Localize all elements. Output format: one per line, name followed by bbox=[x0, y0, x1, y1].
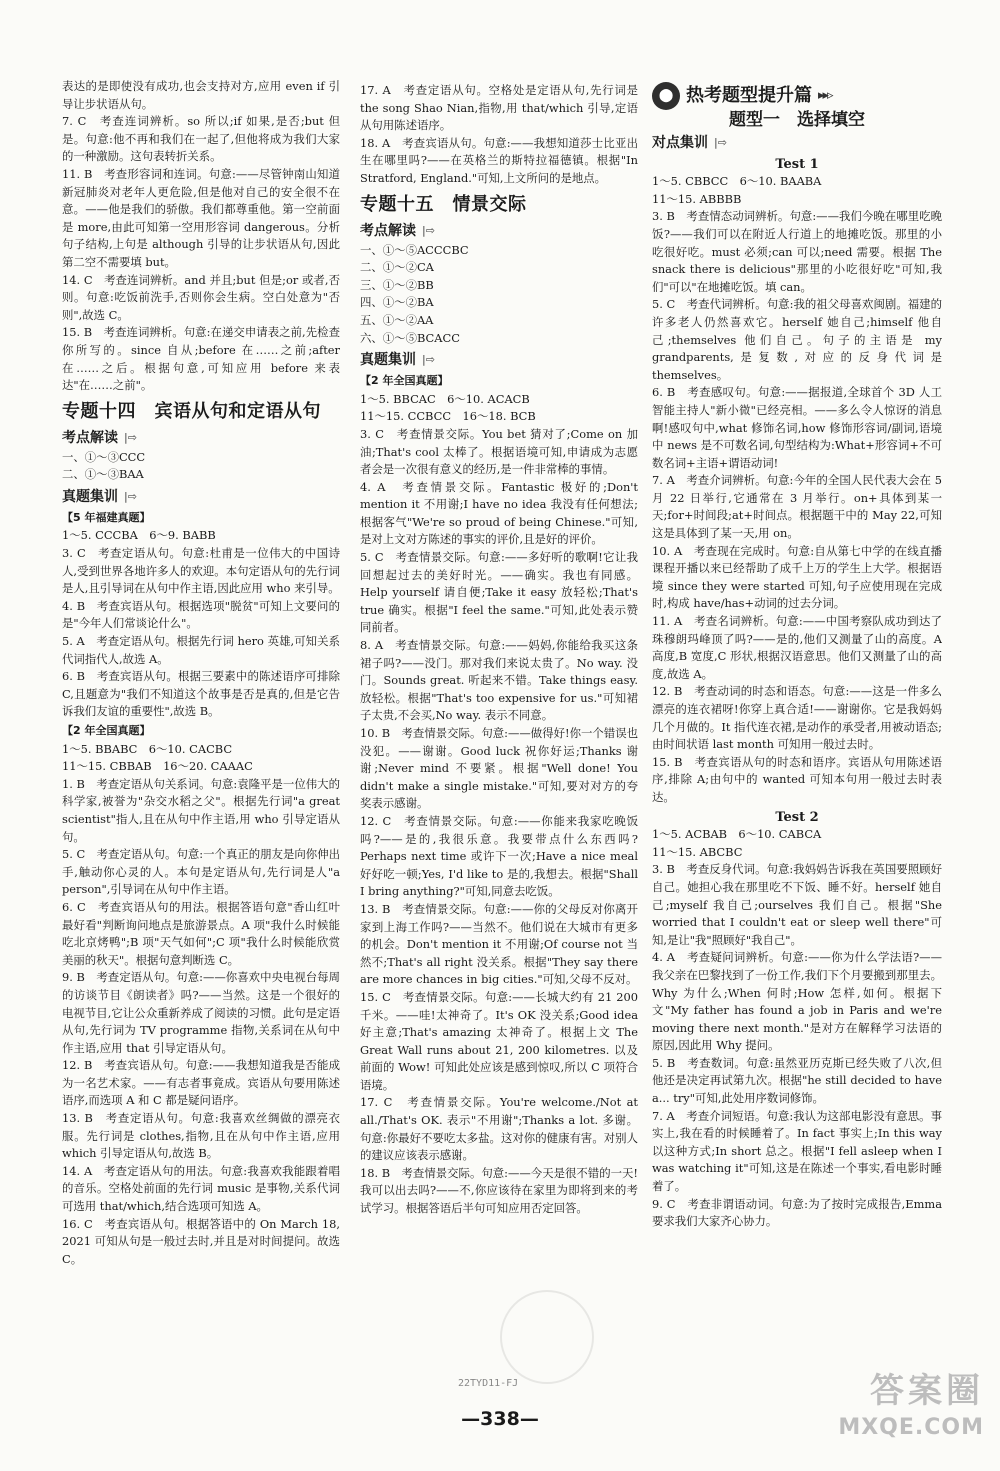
answer-explanation: 5. B 考查数词。句意:虽然亚历克斯已经失败了八次,但他还是决定再试第九次。根据"he still decided to have a... try"可知,此处用序数词修饰。 bbox=[652, 1055, 942, 1106]
answer-explanation: 15. B 考查宾语从句的时态和语序。宾语从句用陈述语序,排除 A;由句中的 wanted 可知本句用一般过去时表达。 bbox=[652, 754, 942, 804]
section-subheading bbox=[360, 220, 638, 242]
answer-explanation: 9. C 考查非谓语动词。句意:为了按时完成报告,Emma 要求我们大家齐心协力。 bbox=[652, 1196, 942, 1229]
page-number: —338— bbox=[461, 1408, 539, 1430]
answer-explanation: 3. C 考查情景交际。You bet 猜对了;Come on 加油;That's cool 太棒了。根据语境可知,申请成为志愿者会是一次很有意义的经历,是一件非常棒的事情。 bbox=[360, 426, 638, 477]
answer-explanation: 12. B 考查宾语从句。句意:——我想知道我是否能成为一名艺术家。——有志者事竟成。宾语从句要用陈述语序,而选项 A 和 C 都是疑问语序。 bbox=[62, 1058, 340, 1108]
column-left bbox=[62, 78, 340, 1361]
answer-explanation: 15. C 考查情景交际。句意:——长城大约有 21 200 千米。——哇!太神奇了。It's OK 没关系;Good idea 好主意;That's amazing 太神奇了。根据上文 The Great Wall runs about 21, 200 kilometres. 以及前面的 Wow! 可知此处应该是感到惊叹,所以 C 项符合语境。 bbox=[360, 989, 638, 1092]
answer-explanation: 3. B 考查情态动词辨析。句意:——我们今晚在哪里吃晚饭?——我们可以在附近人行道上的地摊吃饭。那里的小吃很好吃。must 必须;can 可以;need 需要。根据 The snack there is delicious"那里的小吃很好吃"可知,我们"可以"在地摊吃饭。填 can。 bbox=[652, 209, 942, 294]
test-heading: Test 1 bbox=[775, 156, 819, 172]
subheading-label: 真题集训 bbox=[62, 488, 118, 505]
answer-explanation: 6. B 考查宾语从句。根据三要素中的陈述语序可排除 C,且题意为"我们不知道这个故事是否是真的,但是它告诉我们友谊的重要性",故选 B。 bbox=[62, 669, 340, 719]
answer-explanation: 13. B 考查情景交际。句意:——你的父母反对你离开家到上海工作吗?——当然不。他们说在大城市有更多的机会。Don't mention it 不用谢;Of course not 当然不;That's all right 没关系。根据"They say there are more chances in big cities."可知,父母不反对。 bbox=[360, 901, 638, 987]
answer-key-line: 四、①～②BA bbox=[360, 295, 434, 310]
watermark-logo bbox=[794, 1367, 984, 1459]
column-middle bbox=[360, 82, 638, 1361]
answer-explanation: 4. A 考查情景交际。Fantastic 极好的;Don't mention it 不用谢;I have no idea 我没有任何想法;根据客气"We're so proud of being Chinese."可知,是对上文对方陈述的事实的评价,且是好的评价。 bbox=[360, 479, 638, 547]
answer-explanation: 1. B 考查定语从句关系词。句意:袁隆平是一位伟大的科学家,被誉为"杂交水稻之父"。根据先行词"a great scientist"指人,且在从句中作主语,用 who 引导定语从句。 bbox=[62, 776, 340, 844]
answer-key-line: 二、①～②CA bbox=[360, 260, 434, 275]
answer-explanation: 8. A 考查情景交际。句意:——妈妈,你能给我买这条裙子吗?——没门。那对我们来说太贵了。No way. 没门。Sounds great. 听起来不错。Take things easy. 放轻松。根据"That's too expensive for us."可知裙子太贵,不会买,No way. 表示不同意。 bbox=[360, 638, 638, 723]
column-right bbox=[652, 82, 942, 1361]
answer-key-line: 一、①～⑤ACCCBC bbox=[360, 242, 469, 257]
answer-key-line: 三、①～②BB bbox=[360, 277, 434, 292]
answer-explanation: 14. C 考查连词辨析。and 并且;but 但是;or 或者,否则。句意:吃饭前洗手,否则你会生病。空白处意为"否则",故选 C。 bbox=[62, 272, 340, 322]
answer-explanation: 17. C 考查情景交际。You're welcome./Not at all./That's OK. 表示"不用谢";Thanks a lot. 多谢。句意:你最好不要吃太多盐。这对你的健康有害。对别人的建议应该表示感谢。 bbox=[360, 1095, 638, 1163]
subheading-label: 真题集训 bbox=[360, 352, 416, 369]
answer-explanation: 4. B 考查宾语从句。根据选项"脱贫"可知上文要问的是"今年人们常谈论什么"。 bbox=[62, 598, 340, 631]
answer-key-line: 11～15. ABBBB bbox=[652, 191, 742, 206]
section-subheading bbox=[360, 349, 638, 371]
answer-explanation: 10. B 考查情景交际。句意:——做得好!你一个错误也没犯。——谢谢。Good luck 祝你好运;Thanks 谢谢;Never mind 不要紧。根据"Well done! You didn't make a single mistake."可知,要对对方的夸奖表示感谢。 bbox=[360, 726, 638, 811]
answer-key-line: 二、①～③BAA bbox=[62, 467, 144, 482]
arrow-marker-icon: |⇨ bbox=[124, 489, 137, 503]
answer-explanation: 13. B 考查定语从句。句意:我喜欢丝绸做的漂亮衣服。先行词是 clothes,指物,且在从句中作主语,应用 which 引导定语从句,故选 B。 bbox=[62, 1111, 340, 1161]
source-label: 【2 年全国真题】 bbox=[360, 374, 449, 388]
arrow-marker-icon: |⇨ bbox=[714, 135, 727, 149]
question-type-heading: 题型一 选择填空 bbox=[729, 110, 865, 130]
faint-stamp bbox=[500, 1290, 594, 1384]
source-label: 【2 年全国真题】 bbox=[62, 724, 151, 737]
subheading-label: 考点解读 bbox=[62, 429, 118, 446]
answer-explanation: 10. A 考查现在完成时。句意:自从第七中学的在线直播课程开播以来已经帮助了成千上万的学生上大学。根据语境 since they were started 可知,句子应使用现在完成时,构成 have/has+动词的过去分词。 bbox=[652, 543, 942, 611]
answer-key-line: 1～5. ACBAB 6～10. CABCA bbox=[652, 827, 822, 842]
answer-key-line: 11～15. CCBCC 16～18. BCB bbox=[360, 409, 536, 424]
section-subheading bbox=[652, 132, 942, 154]
answer-explanation: 5. C 考查情景交际。句意:——多好听的歌啊!它让我回想起过去的美好时光。——确实。我也有同感。Help yourself 请自便;Take it easy 放轻松;That's true 确实。根据"I feel the same."可知,此处表示赞同前者。 bbox=[360, 550, 638, 635]
arrow-marker-icon: |⇨ bbox=[422, 353, 435, 367]
watermark-text-bottom: MXQE.COM bbox=[838, 1415, 984, 1440]
answer-explanation: 7. A 考查介词短语。句意:我认为这部电影没有意思。事实上,我在看的时候睡着了。In fact 事实上;In this way 以这种方式;In short 总之。根据"I fell asleep when I was watching it"可知,这是在陈述一个事实,看电影时睡着了。 bbox=[652, 1108, 942, 1194]
answer-key-line: 六、①～⑤BCACC bbox=[360, 330, 460, 345]
arrow-marker-icon: |⇨ bbox=[422, 223, 435, 237]
section-subheading bbox=[62, 427, 340, 449]
answer-explanation: 4. A 考查疑问词辨析。句意:——你为什么学法语?——我父亲在巴黎找到了一份工作,我们下个月要搬到那里去。Why 为什么;When 何时;How 怎样,如何。根据下文"My father has found a job in Paris and we're moving there next month."是对方在解释学习法语的原因,因此用 Why 提问。 bbox=[652, 950, 942, 1053]
section-banner bbox=[652, 82, 942, 110]
answer-key-line: 1～5. CBBCC 6～10. BAABA bbox=[652, 174, 822, 189]
arrow-marker-icon: |⇨ bbox=[124, 430, 137, 444]
answer-explanation: 18. A 考查宾语从句。句意:——我想知道莎士比亚出生在哪里吗?——在英格兰的斯特拉福德镇。根据"In Stratford, England."可知,上文所问的是地点。 bbox=[360, 135, 638, 185]
topic-heading: 专题十五 情景交际 bbox=[360, 193, 527, 215]
answer-explanation: 14. A 考查定语从句的用法。句意:我喜欢我能跟着唱的音乐。空格处前面的先行词 music 是事物,关系代词可选用 that/which,结合选项可知选 A。 bbox=[62, 1163, 340, 1214]
answer-explanation: 16. C 考查宾语从句。根据答语中的 On March 18, 2021 可知从句是一般过去时,并且是对时间提问。故选 C。 bbox=[62, 1216, 340, 1266]
answer-key-line: 一、①～③CCC bbox=[62, 449, 146, 464]
answer-explanation: 6. C 考查宾语从句的用法。根据答语句意"香山红叶最好看"判断询问地点是旅游景点。A 项"我什么时候能吃北京烤鸭";B 项"天气如何";C 项"我什么时候能欣赏美丽的秋天"。根据句意判断选 C。 bbox=[62, 899, 340, 967]
answer-explanation: 5. C 考查定语从句。句意:一个真正的朋友是向你伸出手,触动你心灵的人。本句是定语从句,先行词是人"a person",引导词在从句中作主语。 bbox=[62, 847, 340, 897]
source-label: 【5 年福建真题】 bbox=[62, 510, 151, 524]
banner-title: 热考题型提升篇 bbox=[686, 85, 812, 106]
answer-explanation: 6. B 考查感叹句。句意:——据报道,全球首个 3D 人工智能主持人"新小微"已经亮相。——多么令人惊讶的消息啊!感叹句中,what 修饰名词,how 修饰形容词/副词,语境中 news 是不可数名词,句型结构为:What+形容词+不可数名词+主语+谓语动词! bbox=[652, 385, 942, 470]
answer-explanation: 12. C 考查情景交际。句意:——你能来我家吃晚饭吗?——是的,我很乐意。我要带点什么东西吗?Perhaps next time 或许下一次;Have a nice meal 好好吃一顿;Yes, I'd like to 是的,我想去。根据"Shall I bring anything?"可知,同意去吃饭。 bbox=[360, 813, 638, 899]
answer-key-line: 11～15. ABCBC bbox=[652, 844, 743, 859]
triple-arrow-icon: ▸▸▹ bbox=[818, 88, 832, 103]
answer-explanation: 3. C 考查定语从句。句意:杜甫是一位伟大的中国诗人,受到世界各地许多人的欢迎。本句定语从句的先行词是人,且引导词在从句中作主语,因此应用 who 来引导。 bbox=[62, 546, 340, 596]
answer-explanation: 5. C 考查代词辨析。句意:我的祖父母喜欢闽剧。福建的许多老人仍然喜欢它。herself 她自己;himself 他自己;themselves 他们自己。句子的主语是 my grandparents,是复数,对应的反身代词是 themselves。 bbox=[652, 297, 942, 382]
answer-explanation: 5. A 考查定语从句。根据先行词 hero 英雄,可知关系代词指代人,故选 A。 bbox=[62, 634, 340, 666]
answer-key-line: 1～5. BBABC 6～10. CACBC bbox=[62, 741, 233, 756]
answer-explanation: 7. C 考查连词辨析。so 所以;if 如果,是否;but 但是。句意:他不再和我们在一起了,但他将成为我们大家的一种激励。这句表转折关系。 bbox=[62, 114, 340, 164]
answer-explanation: 9. B 考查定语从句。句意:——你喜欢中央电视台每周的访谈节目《朗读者》吗?——当然。这是一个很好的电视节目,它让公众重新养成了阅读的习惯。此句是定语从句,先行词为 TV programme 指物,关系词在从句中作主语,应用 that 引导定语从句。 bbox=[62, 970, 340, 1055]
answer-explanation: 18. B 考查情景交际。句意:——今天是很不错的一天!我可以出去吗?——不,你应该待在家里为即将到来的考试学习。根据答语后半句可知应用否定回答。 bbox=[360, 1165, 638, 1216]
answer-key-line: 五、①～②AA bbox=[360, 312, 434, 327]
test-heading: Test 2 bbox=[775, 809, 819, 825]
answer-explanation: 17. A 考查定语从句。空格处是定语从句,先行词是 the song Shao Nian,指物,用 that/which 引导,定语从句用陈述语序。 bbox=[360, 83, 638, 133]
print-code: 22TYD11-FJ bbox=[458, 1378, 519, 1389]
answer-key-line: 1～5. CCCBA 6～9. BABB bbox=[62, 528, 216, 543]
topic-heading: 专题十四 宾语从句和定语从句 bbox=[62, 400, 321, 422]
answer-explanation: 11. A 考查名词辨析。句意:——中国考察队成功到达了珠穆朗玛峰顶了吗?——是的,他们又测量了山的高度。A 高度,B 宽度,C 形状,根据汉语意思。他们又测量了山的高度,故选 A。 bbox=[652, 614, 942, 681]
section-subheading bbox=[62, 486, 340, 508]
answer-explanation: 12. B 考查动词的时态和语态。句意:——这是一件多么漂亮的连衣裙呀!你穿上真合适!——谢谢你。它是我妈妈几个月做的。It 指代连衣裙,是动作的承受者,用被动语态;由时间状语 last month 可知用一般过去时。 bbox=[652, 684, 942, 752]
answer-explanation: 15. B 考查连词辨析。句意:在递交申请表之前,先检查你所写的。since 自从;before 在……之前;after 在……之后。根据句意,可知应用 before 来表达"在……之前"。 bbox=[62, 325, 340, 393]
subheading-label: 考点解读 bbox=[360, 222, 416, 239]
answer-key-line: 11～15. CBBAB 16～20. CAAAC bbox=[62, 759, 253, 774]
answer-explanation: 3. B 考查反身代词。句意:我妈妈告诉我在英国要照顾好自己。她担心我在那里吃不下饭、睡不好。herself 她自己;myself 我自己;ourselves 我们自己。根据"She worried that I couldn't eat or sleep well there"可知,是让"我"照顾好"我自己"。 bbox=[652, 862, 942, 947]
answer-explanation: 表达的是即使没有成功,也会支持对方,应用 even if 引导让步状语从句。 bbox=[62, 79, 340, 111]
watermark-text-top: 答案圈 bbox=[870, 1371, 984, 1411]
answer-explanation: 11. B 考查形容词和连词。句意:——尽管钟南山知道新冠肺炎对老年人更危险,但是他对自己的安全很不在意。——他是我们的骄傲。我们都尊重他。第一空前面是 more,由此可知第一空用形容词 dangerous。分析句子结构,上句是 although 引导的让步状语从句,因此第二空不需要填 but。 bbox=[62, 166, 340, 269]
subheading-label: 对点集训 bbox=[652, 134, 708, 151]
answer-key-line: 1～5. BBCAC 6～10. ACACB bbox=[360, 391, 530, 406]
answer-explanation: 7. A 考查介词辨析。句意:今年的全国人民代表大会在 5 月 22 日举行,它通常在 3 月举行。on+具体到某一天;for+时间段;at+时间点。根据题干中的 May 22,可知这是具体到了某一天,用 on。 bbox=[652, 473, 942, 541]
banner-circle-icon: ⬤ bbox=[652, 82, 680, 110]
